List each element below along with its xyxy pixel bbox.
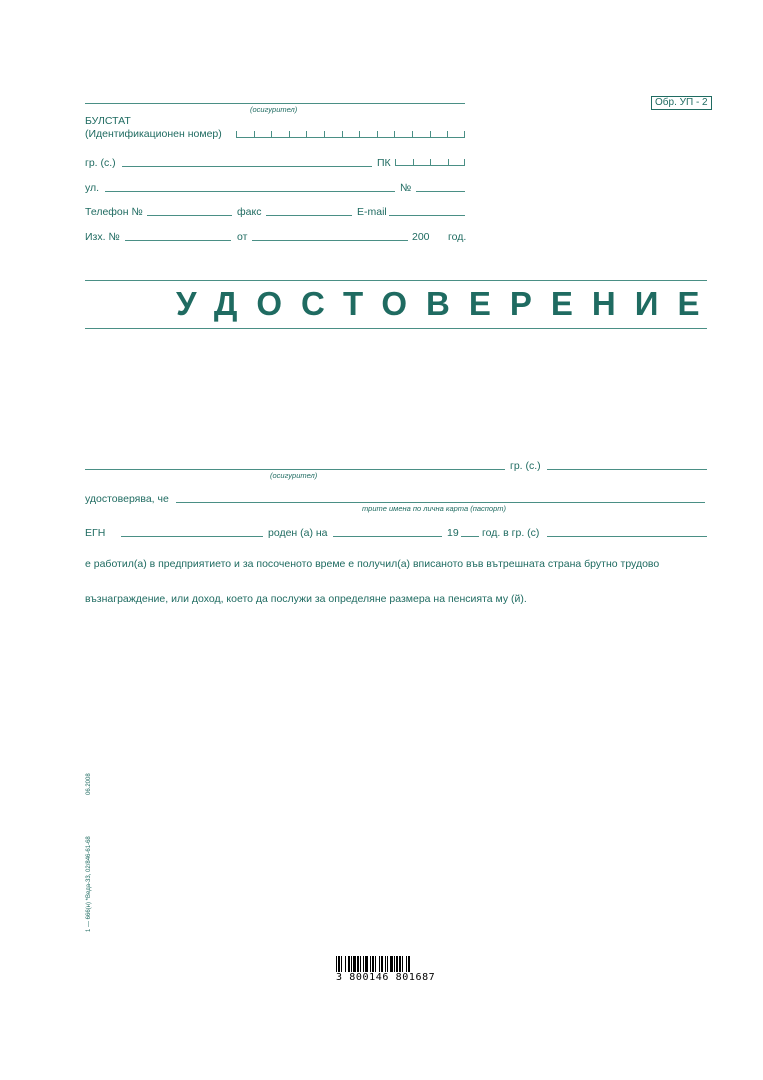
body-insurer-caption: (осигурител) — [270, 471, 318, 480]
form-code: Обр. УП - 2 — [651, 96, 712, 110]
year-prefix: 200 — [412, 231, 430, 243]
paragraph-line-1: е работил(а) в предприятието и за посоченото време е получил(а) вписаното във вътрешната страна брутно трудово — [85, 558, 660, 570]
fax-label: факс — [237, 206, 262, 218]
city-label: гр. (с.) — [85, 157, 116, 169]
body-city-label: гр. (с.) — [510, 460, 541, 472]
names-field[interactable] — [176, 502, 705, 503]
year-suffix: год. — [448, 231, 467, 243]
bulstat-label: БУЛСТАТ — [85, 115, 131, 127]
year-city-label: год. в гр. (с) — [482, 527, 540, 539]
body-city-field[interactable] — [547, 469, 707, 470]
phone-field[interactable] — [147, 215, 232, 216]
born-label: роден (а) на — [268, 527, 328, 539]
email-label: E-mail — [357, 206, 387, 218]
outgoing-label: Изх. № — [85, 231, 120, 243]
birth-date-field[interactable] — [333, 536, 442, 537]
barcode-digits: 3 800146 801687 — [336, 972, 458, 984]
street-label: ул. — [85, 182, 100, 194]
city-field[interactable] — [122, 166, 372, 167]
document-title: УДОСТОВЕРЕНИЕ — [176, 285, 719, 322]
title-rule-bottom — [85, 328, 707, 329]
phone-label: Телефон № — [85, 206, 143, 218]
postcode-label: ПК — [377, 157, 391, 169]
street-field[interactable] — [105, 191, 395, 192]
century-prefix: 19 — [447, 527, 459, 539]
names-caption: трите имена по лична карта (паспорт) — [362, 504, 506, 513]
date-field[interactable] — [252, 240, 408, 241]
side-print-code: 1 — 666(н) *Веда-33, 02/846-61-68 — [86, 836, 92, 932]
egn-field[interactable] — [121, 536, 263, 537]
bulstat-boxes[interactable] — [236, 131, 465, 138]
number-field[interactable] — [416, 191, 465, 192]
insurer-caption: (осигурител) — [250, 105, 298, 114]
id-number-label: (Идентификационен номер) — [85, 128, 222, 140]
from-label: от — [237, 231, 248, 243]
body-insurer-field[interactable] — [85, 469, 505, 470]
fax-field[interactable] — [266, 215, 352, 216]
certifies-label: удостоверява, че — [85, 493, 169, 505]
postcode-boxes[interactable] — [395, 159, 465, 166]
number-label: № — [400, 182, 412, 194]
birth-city-field[interactable] — [547, 536, 707, 537]
birth-year-field[interactable] — [461, 536, 479, 537]
email-field[interactable] — [389, 215, 465, 216]
side-print-date: 06.2008 — [86, 773, 92, 795]
paragraph-line-2: възнаграждение, или доход, което да послужи за определяне размера на пенсията му (й). — [85, 593, 527, 605]
insurer-line — [85, 103, 465, 104]
title-rule-top — [85, 280, 707, 281]
outgoing-field[interactable] — [125, 240, 231, 241]
egn-label: ЕГН — [85, 527, 106, 539]
